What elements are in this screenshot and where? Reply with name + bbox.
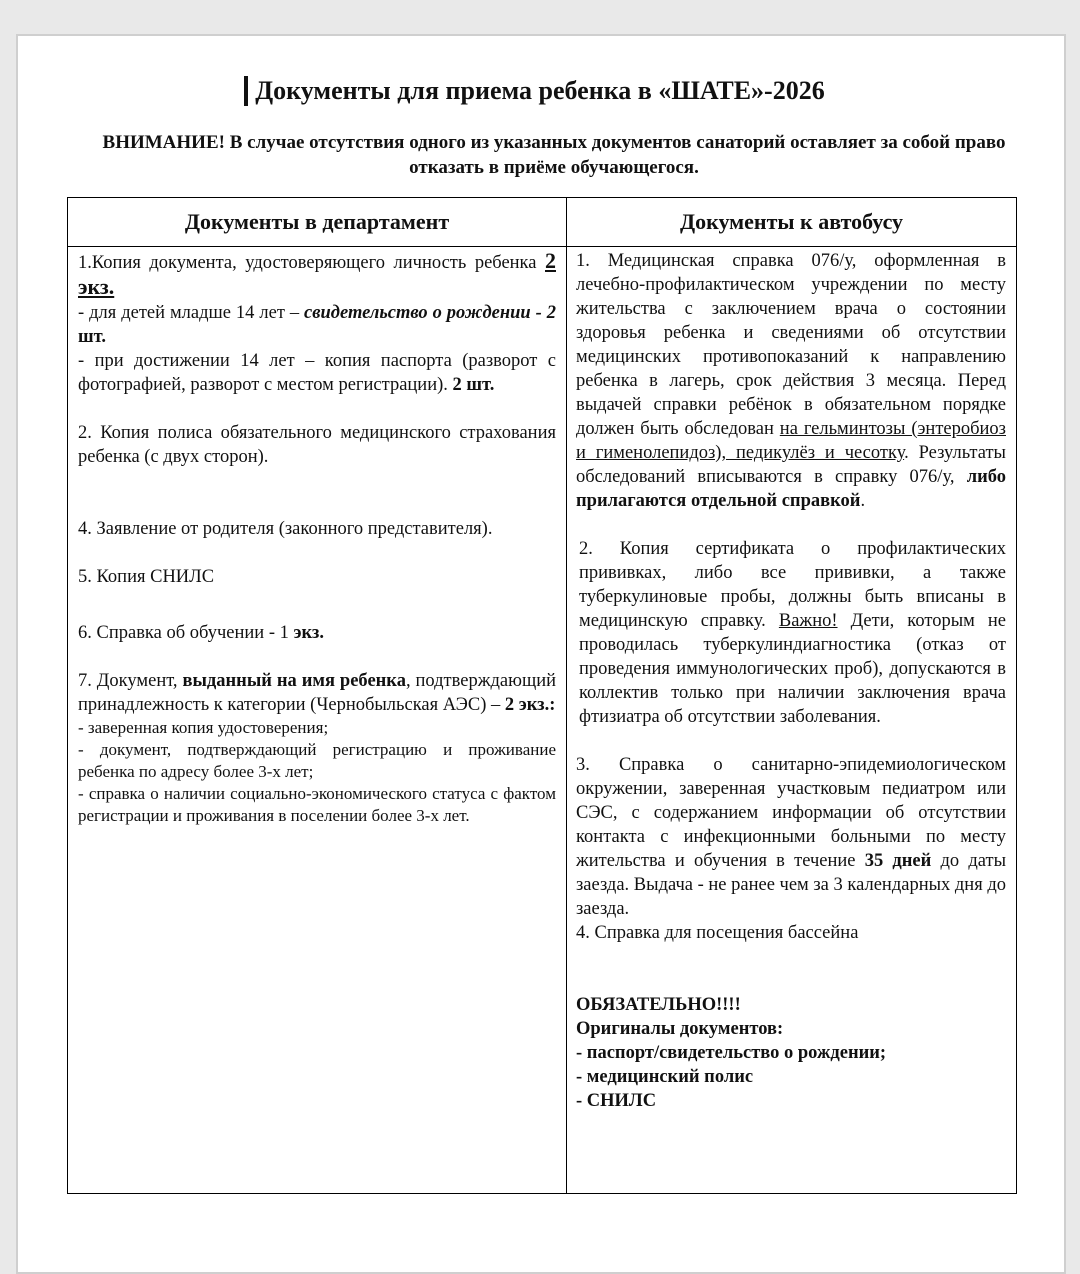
dept-item-7: 7. Документ, выданный на имя ребенка, подтверждающий принадлежность к категории (Чернобыльская АЭС) – 2 экз.:: [78, 671, 556, 715]
original-medical-policy: - медицинский полис: [576, 1067, 754, 1087]
dept-item-6: 6. Справка об обучении - 1 экз.: [78, 623, 324, 643]
original-passport: - паспорт/свидетельство о рождении;: [576, 1043, 887, 1063]
header-bus: Документы к автобусу: [567, 198, 1017, 247]
mandatory-heading: ОБЯЗАТЕЛЬНО!!!!: [576, 995, 741, 1015]
table-body-row: [68, 247, 1017, 1194]
table-header-row: [68, 198, 1017, 247]
bus-docs-cell: [567, 247, 1017, 1194]
documents-table: [67, 197, 1017, 1194]
bus-item-4: 4. Справка для посещения бассейна: [576, 923, 859, 943]
dept-item-1: 1.Копия документа, удостоверяющего личность ребенка 2 экз.: [78, 248, 556, 299]
dept-item-1-children: - для детей младше 14 лет – свидетельство о рождении - 2 шт.: [78, 303, 557, 347]
warning-notice: ВНИМАНИЕ! В случае отсутствия одного из указанных документов санаторий оставляет за собой право отказать в приёме обучающегося.: [102, 132, 1006, 178]
dept-item-7-sub-2: - документ, подтверждающий регистрацию и проживание ребенка по адресу более 3-х лет;: [78, 740, 556, 781]
bus-item-3: 3. Справка о санитарно-эпидемиологическом окружении, заверенная участковым педиатром или СЭС, с содержанием информации об отсутствии контакта с инфекционными больными по месту жительства и обучения в течение 35 дней до даты заезда. Выдача - не ранее чем за 3 календарных дня до заезда.: [576, 755, 1007, 919]
dept-item-7-sub-3: - справка о наличии социально-экономического статуса с фактом регистрации и проживания в поселении более 3-х лет.: [78, 784, 556, 825]
dept-item-7-sub-1: - заверенная копия удостоверения;: [78, 718, 329, 737]
bus-item-2: 2. Копия сертификата о профилактических прививках, либо все прививки, а также туберкулиновые пробы, должны быть вписаны в медицинскую справку. Важно! Дети, которым не проводилась туберкулиндиагностика (отказ от проведения иммунологических проб), допускаются в коллектив только при наличии заключения врача фтизиатра об отсутствии заболевания.: [579, 539, 1007, 727]
department-docs-cell: [68, 247, 567, 1194]
dept-item-5: 5. Копия СНИЛС: [78, 567, 215, 587]
header-department: Документы в департамент: [68, 198, 567, 247]
bus-item-1: 1. Медицинская справка 076/у, оформленная в лечебно-профилактическом учреждении по месту жительства с заключением врача о состоянии здоровья ребенка и сведениями об отсутствии медицинских противопоказаний к направлению ребенка в лагерь, срок действия 3 месяца. Перед выдачей справки ребёнок в обязательном порядке должен быть обследован на гельминтозы (энтеробиоз и гименолепидоз), педикулёз и чесотку. Результаты обследований вписываются в справку 076/у, либо прилагаются отдельной справкой.: [576, 251, 1006, 511]
originals-heading: Оригиналы документов:: [576, 1019, 784, 1039]
dept-item-4: 4. Заявление от родителя (законного представителя).: [78, 519, 493, 539]
dept-item-2: 2. Копия полиса обязательного медицинского страхования ребенка (с двух сторон).: [78, 423, 556, 467]
dept-item-1-passport: - при достижении 14 лет – копия паспорта (разворот с фотографией, разворот с местом регистрации). 2 шт.: [78, 351, 556, 395]
page-title: Документы для приема ребенка в «ШАТЕ»-2026: [255, 76, 825, 105]
original-snils: - СНИЛС: [576, 1091, 657, 1111]
